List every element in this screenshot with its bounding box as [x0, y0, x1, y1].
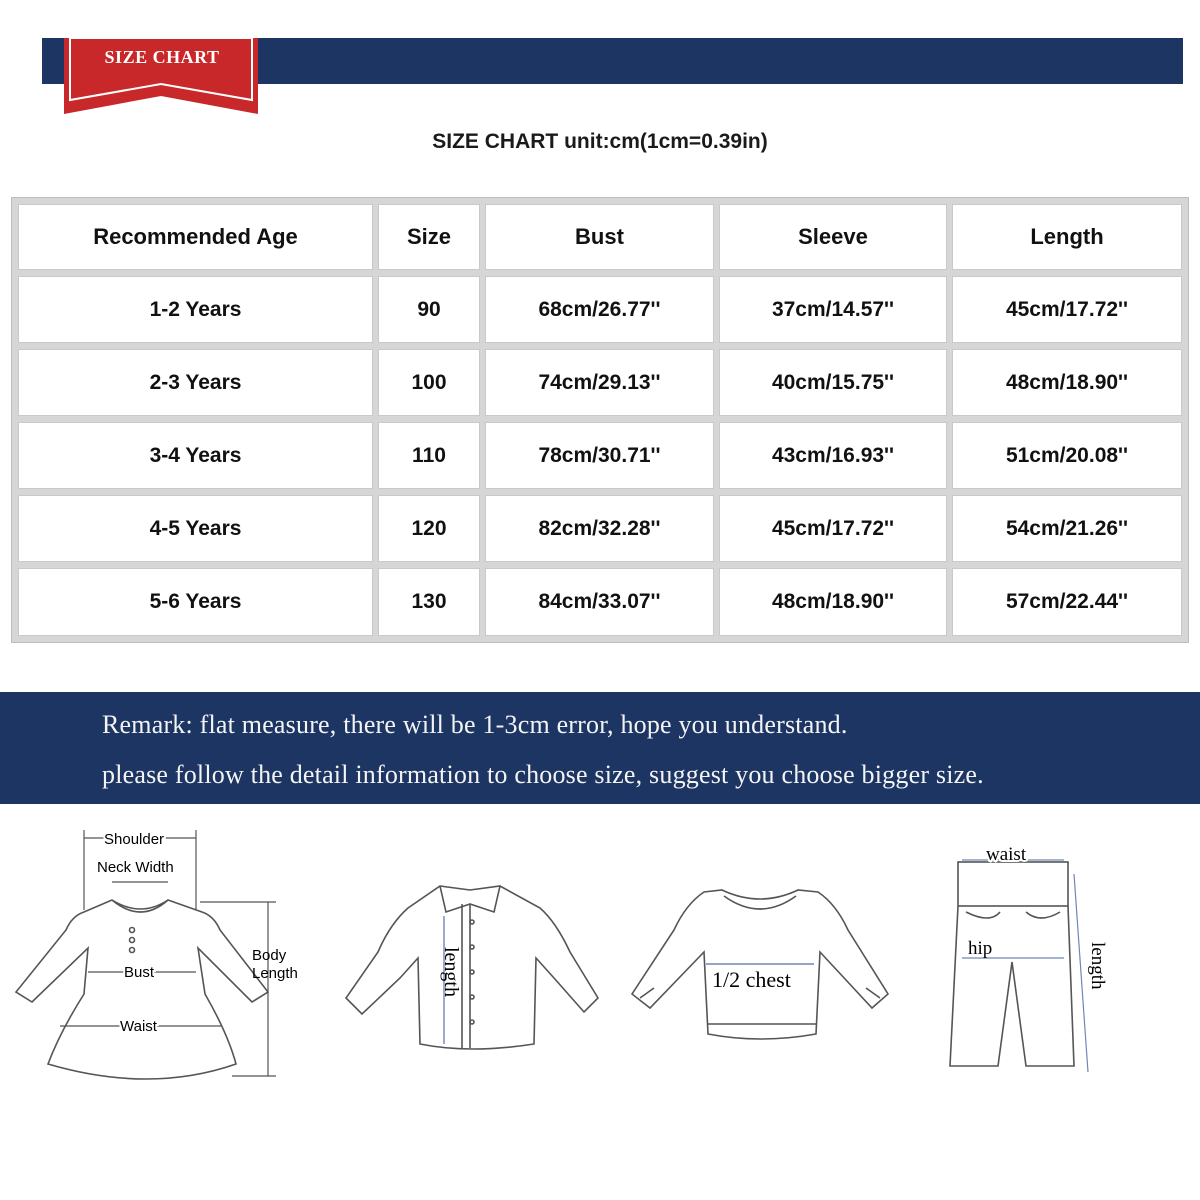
page-subtitle: SIZE CHART unit:cm(1cm=0.39in) [432, 130, 768, 153]
dress-shoulder-label: Shoulder [104, 831, 165, 848]
pants-measure-lines [962, 860, 1088, 1072]
table-cell-length: 57cm/22.44'' [952, 568, 1182, 636]
pants-hip-label: hip [968, 938, 993, 959]
table-cell-length: 54cm/21.26'' [952, 495, 1182, 562]
table-cell-sleeve: 43cm/16.93'' [719, 422, 947, 489]
dress-diagram [16, 900, 268, 1079]
measurement-diagrams [0, 812, 1200, 1200]
table-cell-bust: 78cm/30.71'' [485, 422, 714, 489]
column-header-age: Recommended Age [18, 204, 373, 270]
ribbon-label: SIZE CHART [104, 47, 220, 67]
table-cell-size: 120 [378, 495, 480, 562]
column-header-size: Size [378, 204, 480, 270]
table-cell-age: 4-5 Years [18, 495, 373, 562]
dress-body-length-label: Body [252, 947, 287, 964]
table-cell-sleeve: 37cm/14.57'' [719, 276, 947, 343]
pants-waist-label: waist [986, 844, 1027, 865]
table-cell-size: 90 [378, 276, 480, 343]
column-header-sleeve: Sleeve [719, 204, 947, 270]
table-cell-sleeve: 48cm/18.90'' [719, 568, 947, 636]
table-cell-size: 110 [378, 422, 480, 489]
table-cell-age: 2-3 Years [18, 349, 373, 416]
table-cell-sleeve: 45cm/17.72'' [719, 495, 947, 562]
table-cell-length: 48cm/18.90'' [952, 349, 1182, 416]
table-cell-sleeve: 40cm/15.75'' [719, 349, 947, 416]
table-cell-length: 51cm/20.08'' [952, 422, 1182, 489]
dress-waist-label: Waist [120, 1018, 157, 1035]
shirt-length-label: length [440, 947, 462, 997]
remark-line-2: please follow the detail information to choose size, suggest you choose bigger size. [102, 760, 984, 789]
table-cell-age: 5-6 Years [18, 568, 373, 636]
table-cell-length: 45cm/17.72'' [952, 276, 1182, 343]
table-cell-bust: 84cm/33.07'' [485, 568, 714, 636]
table-cell-bust: 82cm/32.28'' [485, 495, 714, 562]
dress-bust-label: Bust [124, 964, 155, 981]
column-header-bust: Bust [485, 204, 714, 270]
shirt-diagram [346, 886, 598, 1049]
sweater-chest-label: 1/2 chest [712, 967, 791, 992]
table-cell-age: 1-2 Years [18, 276, 373, 343]
column-header-length: Length [952, 204, 1182, 270]
table-cell-bust: 68cm/26.77'' [485, 276, 714, 343]
table-cell-age: 3-4 Years [18, 422, 373, 489]
size-table [12, 198, 1188, 642]
remark-line-1: Remark: flat measure, there will be 1-3cm error, hope you understand. [102, 710, 848, 739]
dress-neck-width-label: Neck Width [97, 859, 174, 876]
table-cell-size: 100 [378, 349, 480, 416]
table-cell-bust: 74cm/29.13'' [485, 349, 714, 416]
pants-diagram [950, 862, 1074, 1066]
pants-length-label: length [1087, 942, 1108, 990]
dress-body-length-label-2: Length [252, 965, 298, 982]
remark-band [0, 692, 1200, 804]
table-cell-size: 130 [378, 568, 480, 636]
